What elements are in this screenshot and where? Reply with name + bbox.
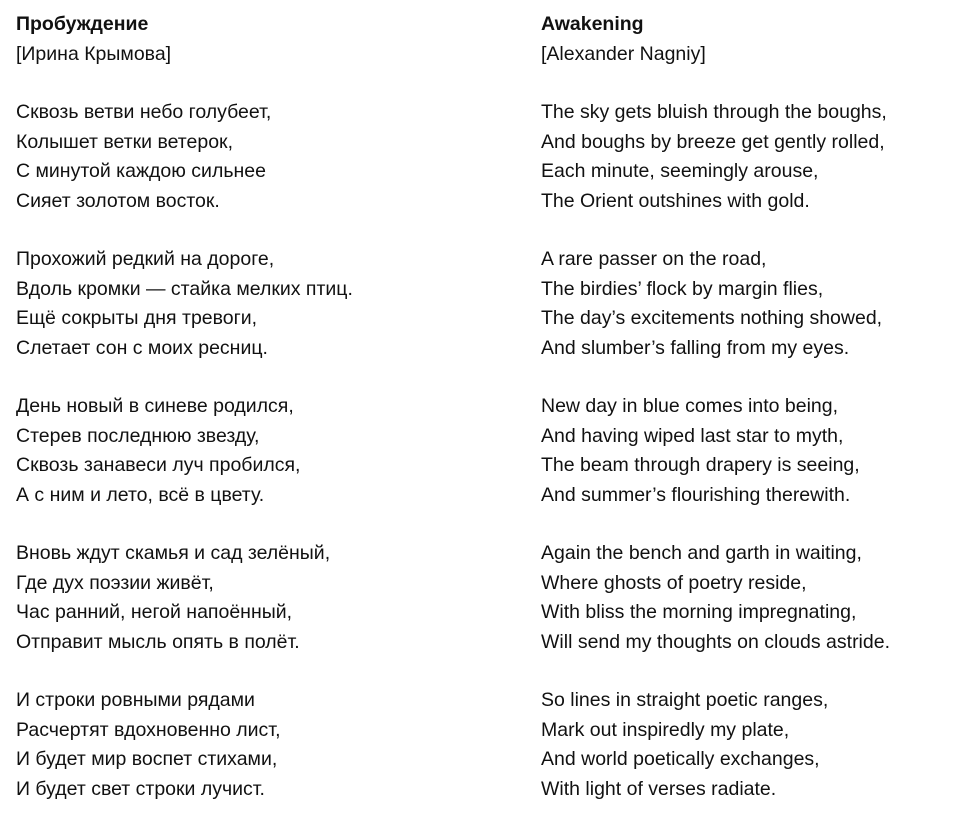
english-poem-column bbox=[541, 10, 956, 804]
stanza bbox=[16, 245, 516, 363]
poem-line: А с ним и лето, всё в цвету. bbox=[16, 483, 265, 506]
poem-line: Прохожий редкий на дороге, bbox=[16, 248, 275, 270]
poem-line: И строки ровными рядами bbox=[16, 689, 255, 711]
poem-line: With light of verses radiate. bbox=[541, 777, 777, 800]
poem-line: And summer’s flourishing therewith. bbox=[541, 483, 851, 506]
poem-line: And having wiped last star to myth, bbox=[541, 424, 844, 447]
poem-line: Отправит мысль опять в полёт. bbox=[16, 630, 300, 653]
poem-line: Each minute, seemingly arouse, bbox=[541, 160, 819, 182]
poem-line: Сквозь занавеси луч пробился, bbox=[16, 454, 301, 476]
poem-line: Вдоль кромки — стайка мелких птиц. bbox=[16, 277, 353, 300]
poem-line: Колышет ветки ветерок, bbox=[16, 130, 234, 153]
poem-line: Сияет золотом восток. bbox=[16, 189, 220, 212]
poem-line: Стерев последнюю звезду, bbox=[16, 424, 260, 447]
stanza bbox=[541, 539, 956, 657]
poem-line: И будет свет строки лучист. bbox=[16, 777, 265, 800]
poem-author: [Ирина Крымова] bbox=[16, 42, 172, 65]
stanza bbox=[16, 98, 516, 216]
poem-line: Сквозь ветви небо голубеет, bbox=[16, 101, 272, 123]
poem-line: С минутой каждою сильнее bbox=[16, 160, 266, 182]
stanza bbox=[541, 686, 956, 804]
poem-line: The birdies’ flock by margin flies, bbox=[541, 277, 824, 300]
poem-line: The day’s excitements nothing showed, bbox=[541, 307, 883, 329]
poem-line: День новый в синеве родился, bbox=[16, 395, 294, 417]
poem-line: Where ghosts of poetry reside, bbox=[541, 571, 807, 594]
poem-title: Пробуждение bbox=[16, 13, 149, 35]
stanza bbox=[16, 539, 516, 657]
poem-line: New day in blue comes into being, bbox=[541, 395, 839, 417]
poem-author: [Alexander Nagniy] bbox=[541, 42, 706, 65]
stanza bbox=[16, 392, 516, 510]
poem-line: И будет мир воспет стихами, bbox=[16, 748, 278, 770]
stanza bbox=[16, 686, 516, 804]
poem-line: Час ранний, негой напоённый, bbox=[16, 601, 293, 623]
poem-line: And slumber’s falling from my eyes. bbox=[541, 336, 850, 359]
poem-line: The Orient outshines with gold. bbox=[541, 189, 810, 212]
poem-line: Где дух поэзии живёт, bbox=[16, 571, 214, 594]
poem-line: Расчертят вдохновенно лист, bbox=[16, 718, 281, 741]
poem-line: The beam through drapery is seeing, bbox=[541, 454, 860, 476]
poem-line: With bliss the morning impregnating, bbox=[541, 601, 857, 623]
poem-line: Вновь ждут скамья и сад зелёный, bbox=[16, 542, 331, 564]
poem-line: Mark out inspiredly my plate, bbox=[541, 718, 790, 741]
poem-line: Ещё сокрыты дня тревоги, bbox=[16, 307, 258, 329]
stanza bbox=[541, 98, 956, 216]
poem-line: The sky gets bluish through the boughs, bbox=[541, 101, 887, 123]
poem-line: So lines in straight poetic ranges, bbox=[541, 689, 829, 711]
stanza bbox=[541, 392, 956, 510]
poem-line: Слетает сон с моих ресниц. bbox=[16, 336, 268, 359]
stanza bbox=[541, 245, 956, 363]
poem-line: A rare passer on the road, bbox=[541, 248, 767, 270]
poem-line: Again the bench and garth in waiting, bbox=[541, 542, 862, 564]
poem-title: Awakening bbox=[541, 13, 644, 35]
poem-line: And boughs by breeze get gently rolled, bbox=[541, 130, 885, 153]
russian-poem-column bbox=[16, 10, 516, 804]
poem-line: Will send my thoughts on clouds astride. bbox=[541, 630, 891, 653]
poem-line: And world poetically exchanges, bbox=[541, 748, 820, 770]
